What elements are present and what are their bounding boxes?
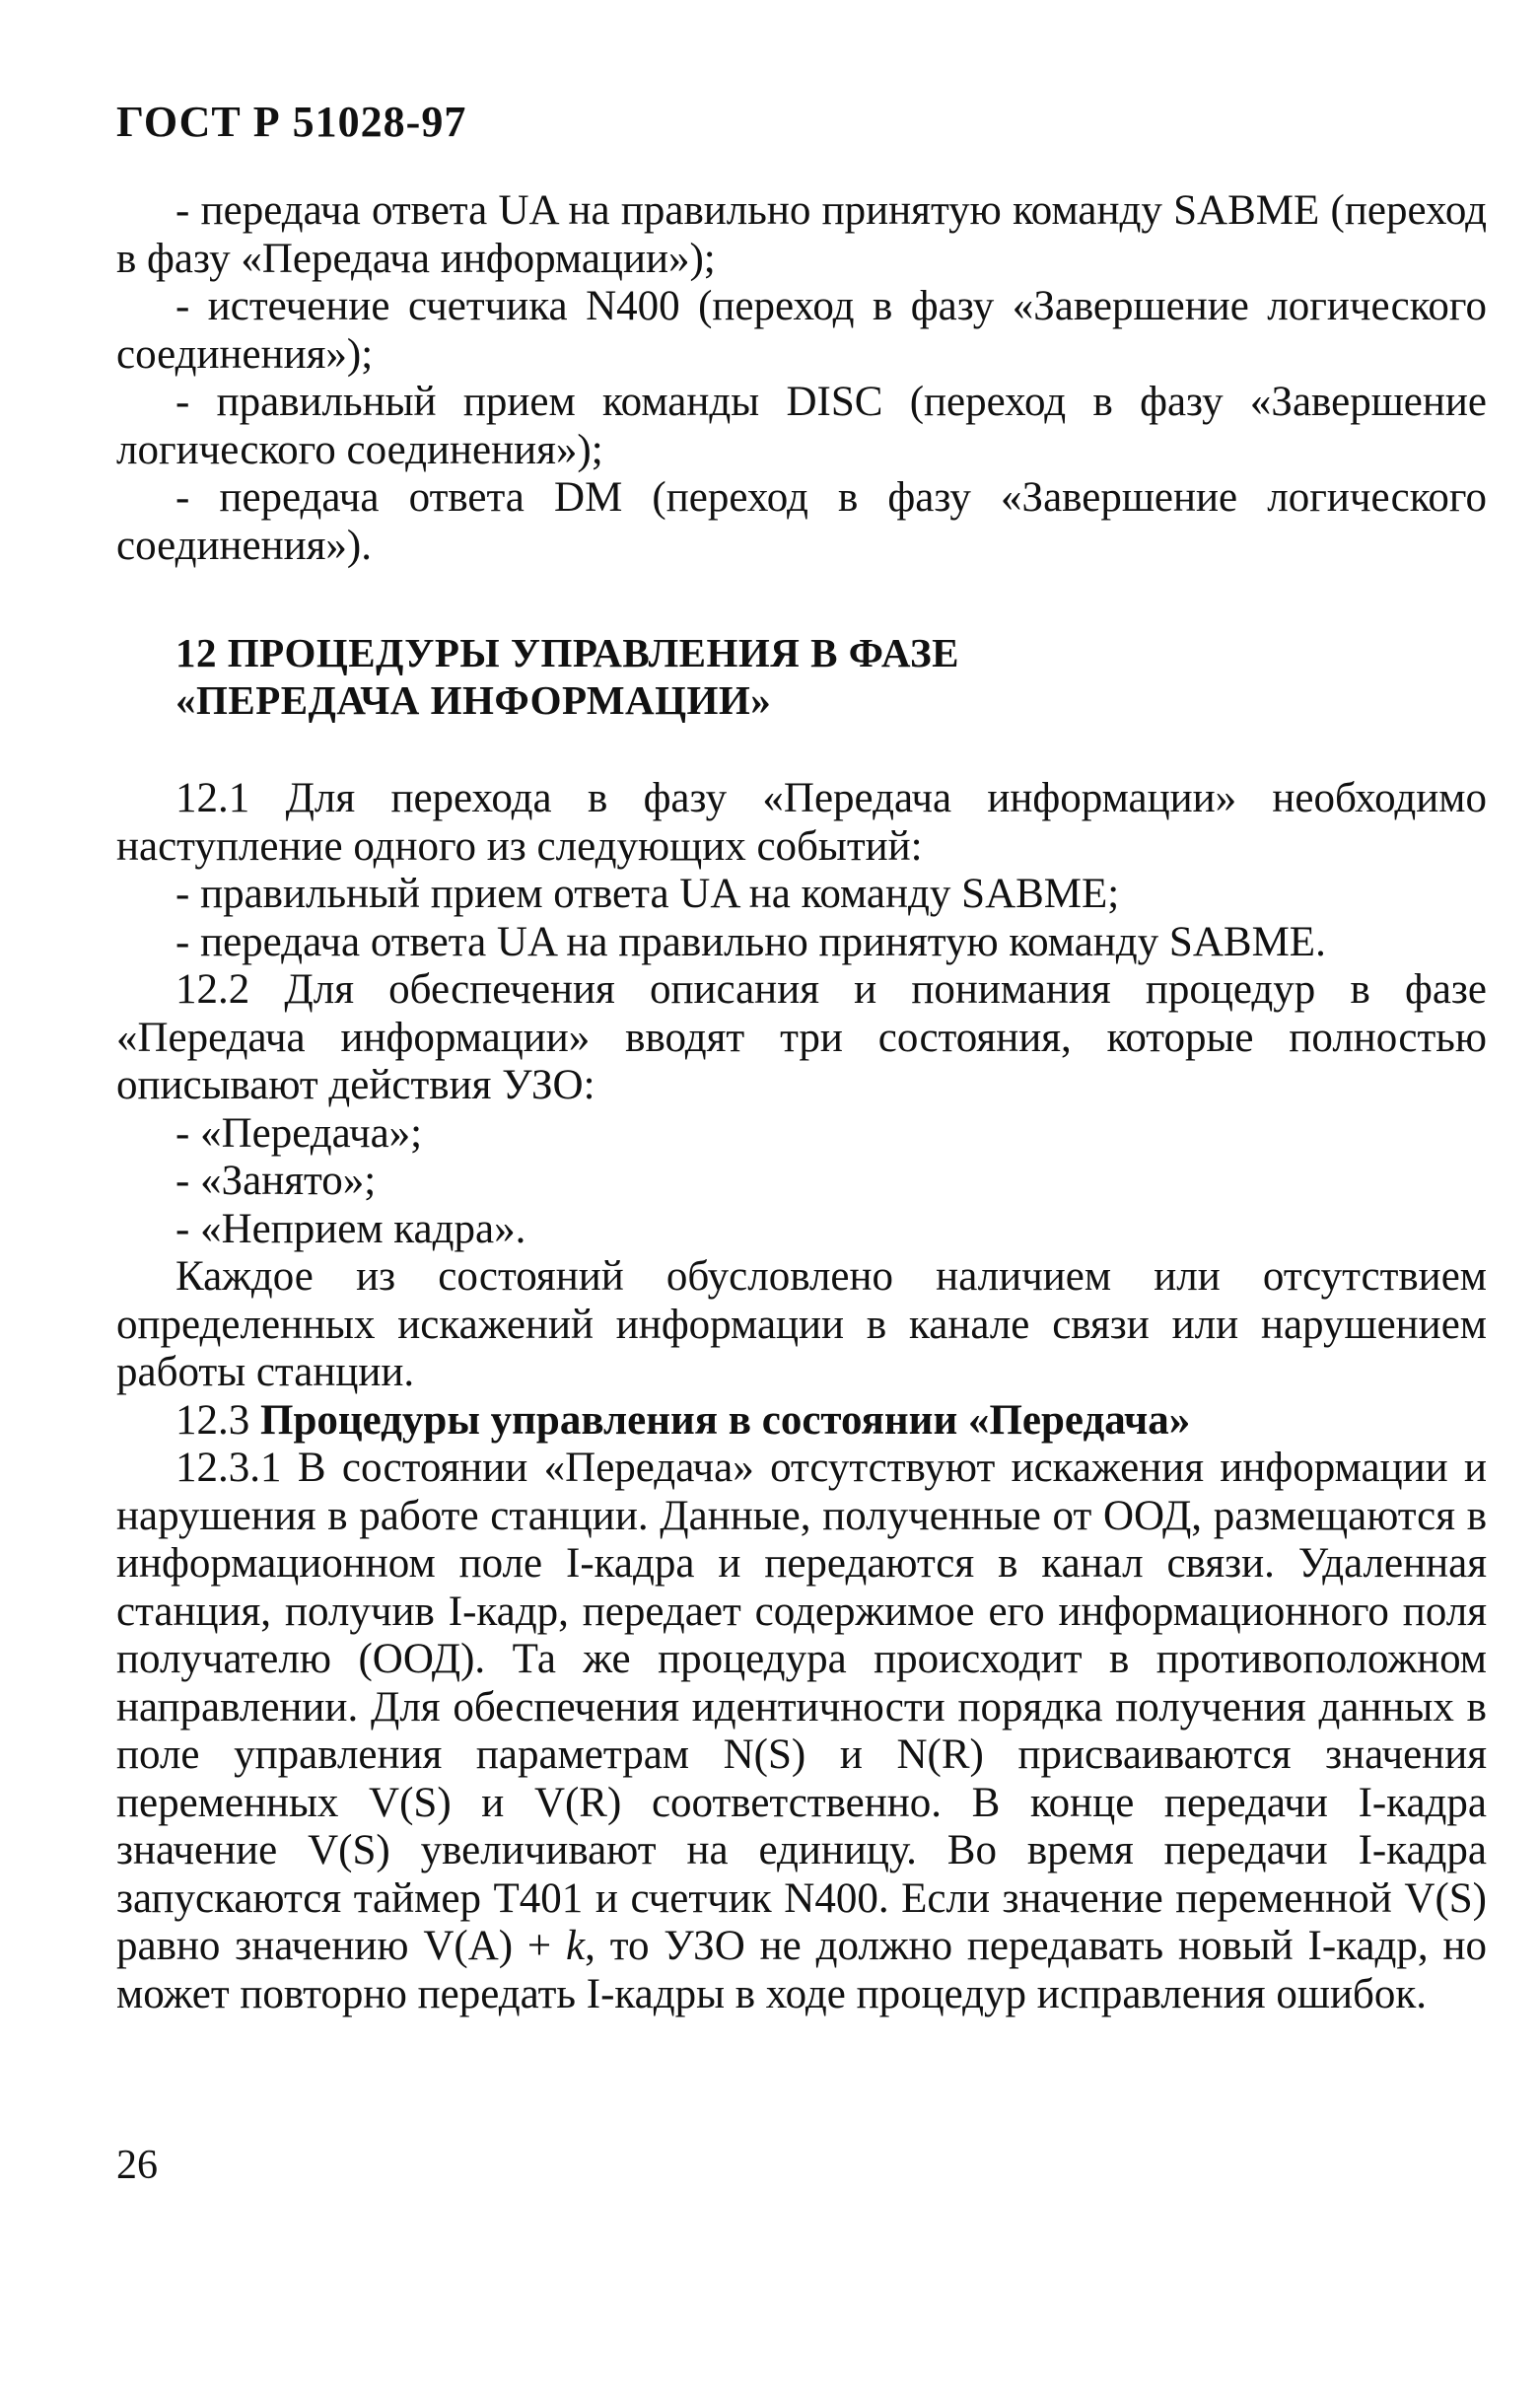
- list-item: - истечение счетчика N400 (переход в фазу «Завершение логического соединения»);: [116, 283, 1487, 378]
- list-item: - передача ответа UA на правильно принятую команду SABME.: [175, 918, 1326, 965]
- document-header: ГОСТ Р 51028-97: [116, 98, 467, 146]
- list-item: - «Неприем кадра».: [175, 1205, 526, 1252]
- spacer: [116, 570, 1487, 629]
- paragraph-12-2: 12.2 Для обеспечения описания и понимания процедур в фазе «Передача информации» вводят три состояния, которые полностью описывают действия УЗО:: [116, 966, 1487, 1108]
- list-item: - «Занято»;: [175, 1158, 377, 1204]
- paragraph-12-3-1-text-b: , то УЗО не должно передавать новый I-кадр, но может повторно передать I-кадры в ходе процедур исправления ошибок.: [116, 1923, 1487, 2017]
- list-item: - передача ответа DM (переход в фазу «Завершение логического соединения»).: [116, 474, 1487, 569]
- list-item: - передача ответа UA на правильно принятую команду SABME (переход в фазу «Передача информации»);: [116, 187, 1487, 282]
- list-item: - «Передача»;: [175, 1109, 423, 1157]
- paragraph-12-3-number: 12.3: [175, 1396, 250, 1444]
- paragraph-12-3-1: [116, 1445, 1487, 2018]
- paragraph-12-3-1-text-a: 12.3.1 В состоянии «Передача» отсутствуют искажения информации и нарушения в работе станции. Данные, полученные от ООД, размещаются в информационном поле I-кадра и передаются в канал связи. Удаленная станция, получив I-кадр, передает содержимое его информационного поля получателю (ООД). Та же процедура происходит в противоположном направлении. Для обеспечения идентичности порядка получения данных в поле управления параметрам N(S) и N(R) присваиваются значения переменных V(S) и V(R) соответственно. В конце передачи I-кадра значение V(S) увеличивают на единицу. Во время передачи I-кадра запускаются таймер T401 и счетчик N400. Если значение переменной V(S) равно значению V(A) +: [116, 1445, 1487, 1969]
- list-item: - правильный прием ответа UA на команду SABME;: [175, 871, 1120, 917]
- paragraph-12-3-title: Процедуры управления в состоянии «Передача»: [260, 1396, 1191, 1444]
- list-item: - правильный прием команды DISC (переход в фазу «Завершение логического соединения»);: [116, 379, 1487, 473]
- section-title-line-1: 12 ПРОЦЕДУРЫ УПРАВЛЕНИЯ В ФАЗЕ: [175, 630, 959, 675]
- page-content: [116, 187, 1487, 2018]
- paragraph-12-3: [116, 1397, 1487, 1446]
- spacer: [116, 724, 1487, 775]
- page-number: 26: [116, 2143, 158, 2188]
- section-title-line-2: «ПЕРЕДАЧА ИНФОРМАЦИИ»: [175, 677, 772, 723]
- paragraph-12-1: 12.1 Для перехода в фазу «Передача информации» необходимо наступление одного из следующих событий:: [116, 775, 1487, 870]
- paragraph-12-2-note: Каждое из состояний обусловлено наличием или отсутствием определенных искажений информации в канале связи или нарушением работы станции.: [116, 1253, 1487, 1395]
- variable-k: k: [566, 1923, 586, 1969]
